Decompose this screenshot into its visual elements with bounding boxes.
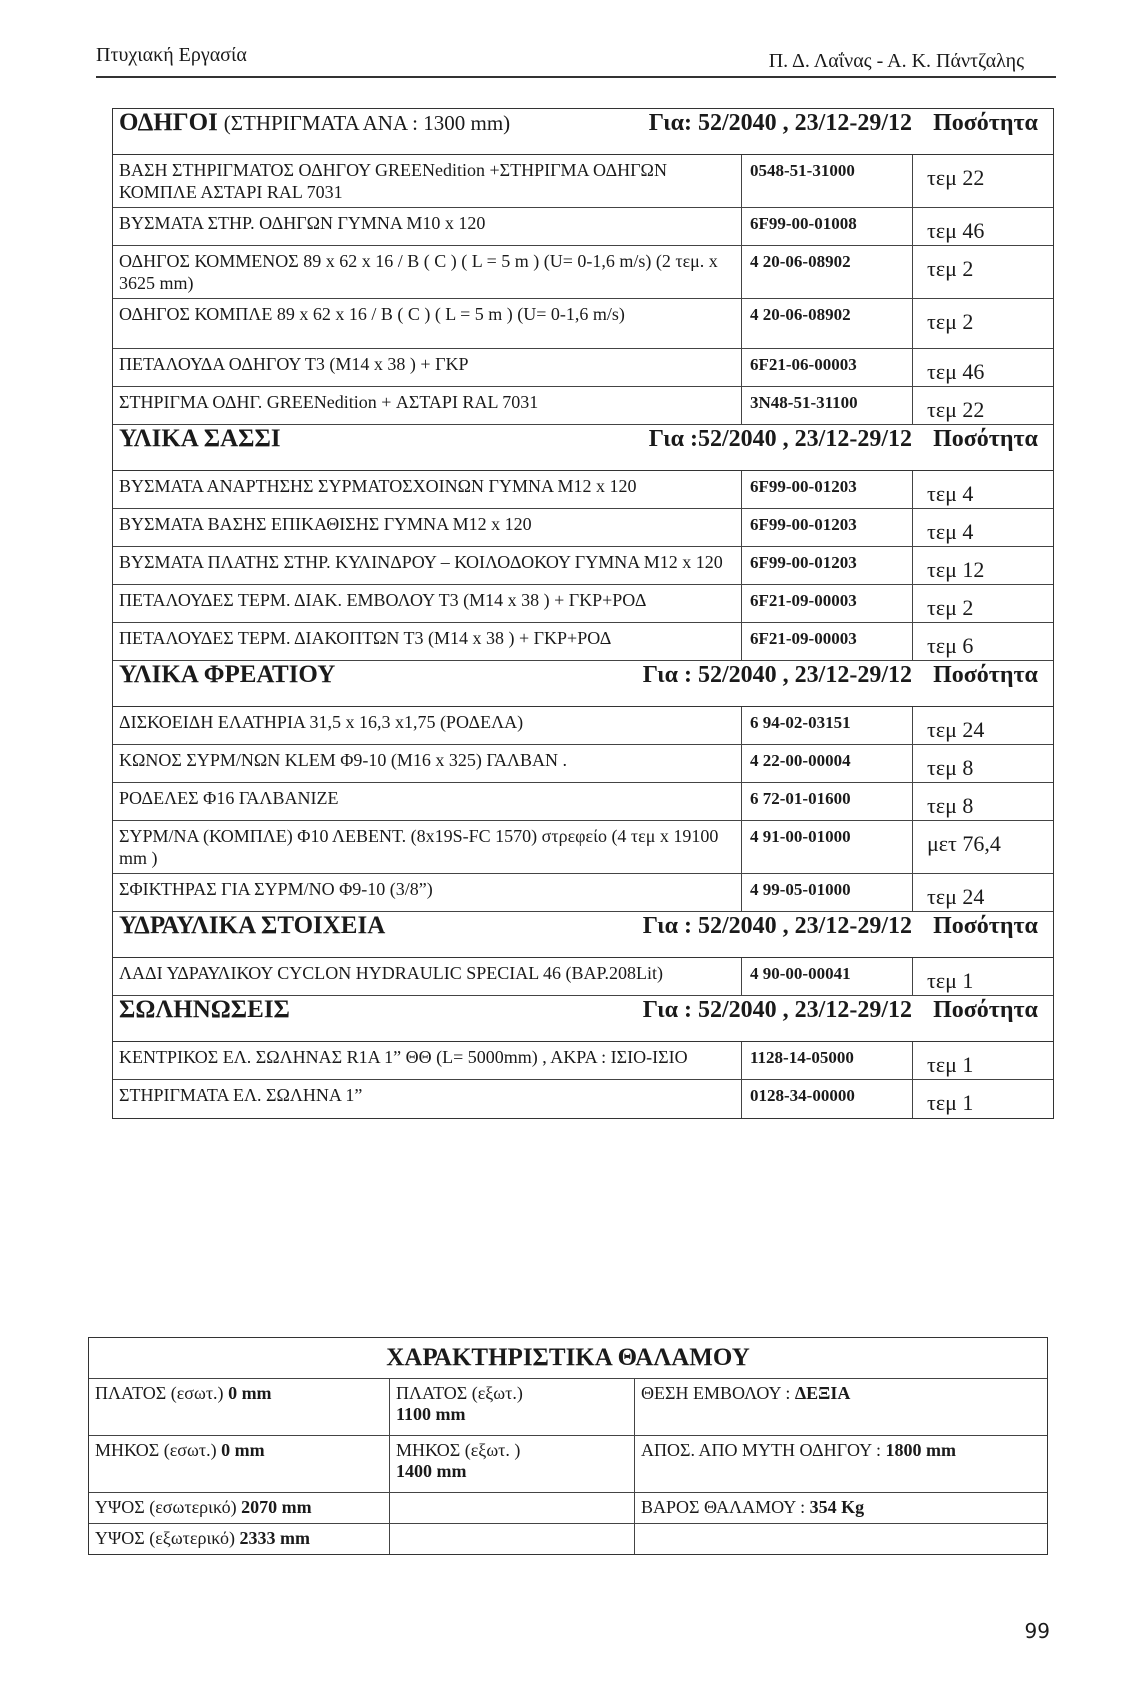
item-code: 6F21-06-00003 (741, 349, 913, 386)
section-qty-header: Ποσότητα (933, 997, 1038, 1023)
item-description: ΠΕΤΑΛΟΥΔΕΣ ΤΕΡΜ. ΔΙΑΚΟΠΤΩΝ Τ3 (Μ14 x 38 ) + ΓΚΡ+ΡΟΔ (119, 628, 612, 648)
chamber-row (89, 1378, 1047, 1435)
section-title: ΥΛΙΚΑ ΣΑΣΣΙ (119, 425, 281, 452)
item-quantity: τεμ 22 (927, 165, 985, 190)
chamber-value: 0 mm (221, 1440, 265, 1460)
table-row (113, 958, 1053, 996)
chamber-cell (89, 1493, 389, 1523)
item-code: 1128-14-05000 (741, 1042, 913, 1079)
chamber-label: ΠΛΑΤΟΣ (εσωτ.) (95, 1383, 224, 1403)
section-header (113, 425, 1053, 471)
parts-table (112, 108, 1054, 1119)
table-row (113, 471, 1053, 509)
section-qty-header: Ποσότητα (933, 662, 1038, 688)
item-quantity: τεμ 24 (927, 884, 985, 909)
chamber-value: 1400 mm (396, 1461, 467, 1481)
item-description: ΚΕΝΤΡΙΚΟΣ ΕΛ. ΣΩΛΗΝΑΣ R1A 1” ΘΘ (L= 5000mm) , ΑΚΡΑ : ΙΣΙΟ-ΙΣΙΟ (119, 1047, 688, 1067)
item-code: 6 94-02-03151 (741, 707, 913, 744)
chamber-row (89, 1523, 1047, 1554)
item-description: ΒΥΣΜΑΤΑ ΒΑΣΗΣ ΕΠΙΚΑΘΙΣΗΣ ΓΥΜΝΑ Μ12 x 120 (119, 514, 532, 534)
chamber-value: 1800 mm (885, 1440, 956, 1460)
item-code: 0548-51-31000 (741, 155, 913, 207)
item-code: 6F99-00-01008 (741, 208, 913, 245)
item-description: ΠΕΤΑΛΟΥΔΕΣ ΤΕΡΜ. ΔΙΑΚ. ΕΜΒΟΛΟΥ Τ3 (Μ14 x 38 ) + ΓΚΡ+ΡΟΔ (119, 590, 647, 610)
page-number: 99 (1024, 1619, 1050, 1643)
chamber-value: 2070 mm (241, 1497, 312, 1517)
table-row (113, 349, 1053, 387)
item-code: 4 90-00-00041 (741, 958, 913, 995)
item-quantity: τεμ 4 (927, 519, 974, 544)
item-description: ΣΦΙΚΤΗΡΑΣ ΓΙΑ ΣΥΡΜ/ΝΟ Φ9-10 (3/8”) (119, 879, 433, 899)
item-code: 6F99-00-01203 (741, 547, 913, 584)
chamber-cell (89, 1524, 389, 1554)
item-description: ΛΑΔΙ ΥΔΡΑΥΛΙΚΟΥ CYCLON HYDRAULIC SPECIAL 46 (BAP.208Lit) (119, 963, 664, 983)
item-quantity: τεμ 22 (927, 397, 985, 422)
item-description: ΔΙΣΚΟΕΙΔΗ ΕΛΑΤΗΡΙΑ 31,5 x 16,3 x1,75 (ΡΟΔΕΛΑ) (119, 712, 524, 732)
table-row (113, 707, 1053, 745)
section-order-ref: Για : 52/2040 , 23/12-29/12 (642, 997, 912, 1023)
table-row (113, 547, 1053, 585)
item-description: ΚΩΝΟΣ ΣΥΡΜ/ΝΩΝ KLEM Φ9-10 (Μ16 x 325) ΓΑΛΒΑΝ . (119, 750, 568, 770)
section-subtitle: (ΣΤΗΡΙΓΜΑΤΑ ΑΝΑ : 1300 mm) (223, 111, 511, 135)
item-quantity: τεμ 12 (927, 557, 985, 582)
section-title: ΣΩΛΗΝΩΣΕΙΣ (119, 996, 290, 1023)
section-header (113, 109, 1053, 155)
item-code: 0128-34-00000 (741, 1080, 913, 1118)
chamber-cell (634, 1493, 1047, 1523)
chamber-cell (389, 1493, 634, 1523)
item-code: 4 22-00-00004 (741, 745, 913, 782)
chamber-cell (89, 1436, 389, 1492)
item-code: 6F21-09-00003 (741, 585, 913, 622)
header-left-title: Πτυχιακή Εργασία (96, 44, 247, 66)
item-description: ΒΥΣΜΑΤΑ ΑΝΑΡΤΗΣΗΣ ΣΥΡΜΑΤΟΣΧΟΙΝΩΝ ΓΥΜΝΑ Μ12 x 120 (119, 476, 637, 496)
section-qty-header: Ποσότητα (933, 913, 1038, 939)
section-order-ref: Για :52/2040 , 23/12-29/12 (648, 426, 912, 452)
item-code: 6F99-00-01203 (741, 471, 913, 508)
item-quantity: τεμ 1 (927, 1090, 974, 1115)
chamber-label: ΘΕΣΗ ΕΜΒΟΛΟΥ : (641, 1383, 791, 1403)
chamber-table (88, 1337, 1048, 1555)
header-rule (96, 76, 1056, 78)
chamber-cell (89, 1379, 389, 1435)
item-quantity: τεμ 24 (927, 717, 985, 742)
section-header (113, 912, 1053, 958)
chamber-value: 354 Kg (809, 1497, 865, 1517)
item-description: ΣΥΡΜ/ΝΑ (ΚΟΜΠΛΕ) Φ10 ΛΕΒΕΝΤ. (8x19S-FC 1570) στρεφείο (4 τεμ x 19100 mm ) (119, 826, 719, 868)
item-code: 3N48-51-31100 (741, 387, 913, 424)
section-order-ref: Για : 52/2040 , 23/12-29/12 (642, 662, 912, 688)
chamber-cell (634, 1379, 1047, 1435)
chamber-label: ΑΠΟΣ. ΑΠΟ ΜΥΤΗ ΟΔΗΓΟΥ : (641, 1440, 881, 1460)
chamber-value: ΔΕΞΙΑ (794, 1383, 851, 1403)
section-title: ΥΔΡΑΥΛΙΚΑ ΣΤΟΙΧΕΙΑ (119, 912, 386, 939)
chamber-label: ΥΨΟΣ (εξωτερικό) (95, 1528, 235, 1548)
item-code: 6F21-09-00003 (741, 623, 913, 660)
section-order-ref: Για : 52/2040 , 23/12-29/12 (642, 913, 912, 939)
item-code: 6 72-01-01600 (741, 783, 913, 820)
header-authors: Π. Δ. Λαΐνας - Α. Κ. Πάντζαλης (768, 50, 1024, 72)
table-row (113, 246, 1053, 299)
item-quantity: τεμ 2 (927, 595, 974, 620)
item-quantity: τεμ 8 (927, 755, 974, 780)
section-order-ref: Για: 52/2040 , 23/12-29/12 (648, 110, 912, 136)
chamber-row (89, 1435, 1047, 1492)
section-header (113, 996, 1053, 1042)
item-quantity: τεμ 8 (927, 793, 974, 818)
chamber-cell (389, 1379, 634, 1435)
item-description: ΒΑΣΗ ΣΤΗΡΙΓΜΑΤΟΣ ΟΔΗΓΟΥ GREENedition +ΣΤΗΡΙΓΜΑ ΟΔΗΓΩΝ ΚΟΜΠΛΕ ΑΣΤΑΡΙ RAL 7031 (119, 160, 667, 202)
table-row (113, 299, 1053, 349)
item-quantity: τεμ 2 (927, 256, 974, 281)
item-description: ΣΤΗΡΙΓΜΑΤΑ ΕΛ. ΣΩΛΗΝΑ 1” (119, 1085, 363, 1105)
section-title: ΟΔΗΓΟΙ (ΣΤΗΡΙΓΜΑΤΑ ΑΝΑ : 1300 mm) (119, 109, 511, 136)
chamber-value: 1100 mm (396, 1404, 466, 1424)
table-row (113, 874, 1053, 912)
table-row (113, 783, 1053, 821)
item-quantity: τεμ 6 (927, 633, 974, 658)
table-row (113, 585, 1053, 623)
table-row (113, 208, 1053, 246)
item-description: ΠΕΤΑΛΟΥΔΑ ΟΔΗΓΟΥ Τ3 (Μ14 x 38 ) + ΓΚΡ (119, 354, 469, 374)
chamber-title: ΧΑΡΑΚΤΗΡΙΣΤΙΚΑ ΘΑΛΑΜΟΥ (386, 1344, 750, 1371)
table-row (113, 745, 1053, 783)
chamber-label: ΒΑΡΟΣ ΘΑΛΑΜΟΥ : (641, 1497, 806, 1517)
table-row (113, 821, 1053, 874)
item-quantity: τεμ 46 (927, 218, 985, 243)
table-row (113, 387, 1053, 425)
item-code: 4 99-05-01000 (741, 874, 913, 911)
item-description: ΣΤΗΡΙΓΜΑ ΟΔΗΓ. GREENedition + ΑΣΤΑΡΙ RAL 7031 (119, 392, 539, 412)
chamber-value: 0 mm (228, 1383, 272, 1403)
item-code: 4 91-00-01000 (741, 821, 913, 873)
item-description: ΒΥΣΜΑΤΑ ΠΛΑΤΗΣ ΣΤΗΡ. ΚΥΛΙΝΔΡΟΥ – ΚΟΙΛΟΔΟΚΟΥ ΓΥΜΝΑ Μ12 x 120 (119, 552, 723, 572)
item-quantity: τεμ 4 (927, 481, 974, 506)
table-row (113, 155, 1053, 208)
table-row (113, 1042, 1053, 1080)
item-quantity: τεμ 46 (927, 359, 985, 384)
item-quantity: τεμ 1 (927, 1052, 974, 1077)
section-header (113, 661, 1053, 707)
table-row (113, 1080, 1053, 1118)
item-quantity: μετ 76,4 (927, 831, 1001, 856)
section-title: ΥΛΙΚΑ ΦΡΕΑΤΙΟΥ (119, 661, 336, 688)
chamber-row (89, 1492, 1047, 1523)
item-code: 4 20-06-08902 (741, 299, 913, 348)
item-quantity: τεμ 1 (927, 968, 974, 993)
chamber-cell (634, 1436, 1047, 1492)
chamber-cell (634, 1524, 1047, 1554)
item-code: 6F99-00-01203 (741, 509, 913, 546)
item-code: 4 20-06-08902 (741, 246, 913, 298)
section-qty-header: Ποσότητα (933, 426, 1038, 452)
item-description: ΟΔΗΓΟΣ ΚΟΜΜΕΝΟΣ 89 x 62 x 16 / B ( C ) ( L = 5 m ) (U= 0-1,6 m/s) (2 τεμ. x 3625 mm) (119, 251, 718, 293)
chamber-label: ΜΗΚΟΣ (εξωτ. ) (396, 1440, 521, 1460)
chamber-cell (389, 1524, 634, 1554)
item-description: ΡΟΔΕΛΕΣ Φ16 ΓΑΛΒΑΝΙΖΕ (119, 788, 339, 808)
chamber-value: 2333 mm (239, 1528, 310, 1548)
chamber-label: ΥΨΟΣ (εσωτερικό) (95, 1497, 237, 1517)
item-quantity: τεμ 2 (927, 309, 974, 334)
table-row (113, 623, 1053, 661)
section-qty-header: Ποσότητα (933, 110, 1038, 136)
item-description: ΟΔΗΓΟΣ ΚΟΜΠΛΕ 89 x 62 x 16 / B ( C ) ( L = 5 m ) (U= 0-1,6 m/s) (119, 304, 625, 324)
item-description: ΒΥΣΜΑΤΑ ΣΤΗΡ. ΟΔΗΓΩΝ ΓΥΜΝΑ Μ10 x 120 (119, 213, 486, 233)
chamber-label: ΜΗΚΟΣ (εσωτ.) (95, 1440, 217, 1460)
chamber-label: ΠΛΑΤΟΣ (εξωτ.) (396, 1383, 523, 1403)
chamber-cell (389, 1436, 634, 1492)
table-row (113, 509, 1053, 547)
